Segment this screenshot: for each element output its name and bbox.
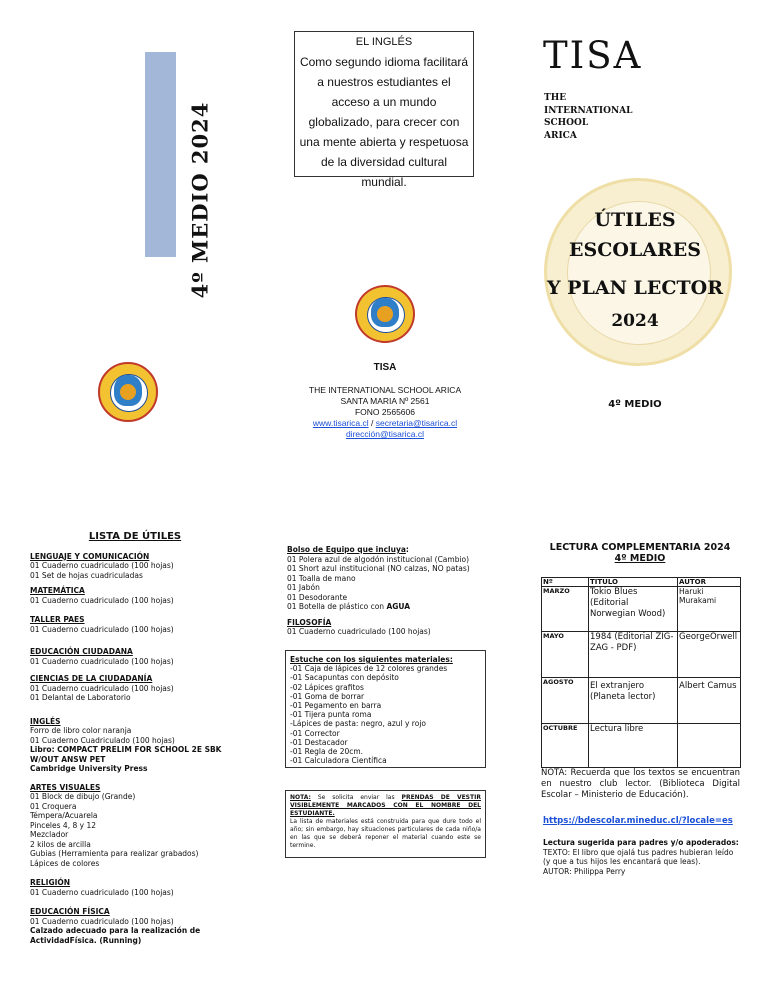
cover-color-band [145, 52, 176, 257]
list-item: 01 Desodorante [287, 592, 348, 602]
grade-label: 4º MEDIO [608, 399, 662, 410]
list-item: -02 Lápices grafitos [290, 682, 364, 692]
links-line: www.tisarica.cl / secretaria@tisarica.cl [312, 418, 458, 428]
website-link[interactable]: www.tisarica.cl [312, 418, 369, 428]
list-item: -01 Caja de lápices de 12 colores grandes [290, 664, 448, 674]
ingles-text: Como segundo idioma facilitará a nuestros estudiantes el acceso a un mundo globalizado, para crecer con una mente abierta y respetuosa de la diversidad cultural mundial. [299, 55, 469, 189]
religion-heading: RELIGIÓN [30, 878, 71, 887]
list-item: -01 Regla de 20cm. [290, 747, 364, 757]
list-item: -01 Corrector [290, 728, 340, 738]
list-item: 01 Toalla de mano [287, 573, 356, 583]
lista-utiles-column [30, 532, 240, 945]
list-item: 01 Croquera [30, 801, 77, 811]
phone-line: FONO 2565606 [354, 407, 415, 417]
bolso-section: Bolso de Equipo que incluya: 01 Polera azul de algodón institucional (Cambio) 01 Short azul institucional (NO calzas, NO patas) 01 Toalla de mano 01 Jabón 01 Desodorante 01 Botella de plástico con AGUA FILOSOFÍA 01 Cuaderno cuadriculado (100 hojas) [287, 545, 487, 637]
lectura-table [541, 577, 741, 768]
list-item: -01 Tijera punta roma [290, 710, 372, 720]
list-item: 01 Short azul institucional (NO calzas, NO patas) [287, 564, 470, 573]
list-item: 01 Botella de plástico con AGUA [287, 602, 411, 611]
center-tisa-label: TISA [373, 362, 397, 373]
list-item: 01 Set de hojas cuadriculadas [30, 570, 143, 580]
school-crest-logo-center [355, 285, 415, 343]
lectura-title: LECTURA COMPLEMENTARIA 2024 [549, 542, 731, 553]
list-item: -01 Destacador [290, 737, 348, 747]
ingles-heading: INGLÉS [30, 716, 61, 726]
table-row: AGOSTO El extranjero (Planeta lector) Albert Camus [542, 678, 741, 724]
list-item: 01 Cuaderno cuadriculado (100 hojas) [30, 656, 174, 666]
list-item: 01 Cuaderno cuadriculado (100 hojas) [30, 683, 174, 693]
tisa-title: TISA [543, 34, 643, 77]
list-item: Mezclador [30, 830, 69, 839]
list-item: Témpera/Acuarela [30, 811, 98, 820]
ingles-title: EL INGLÉS [355, 36, 413, 48]
list-item: 01 Cuaderno Cuadriculado (100 hojas) [30, 735, 175, 745]
filosofia-heading: FILOSOFÍA [287, 617, 332, 627]
tisa-subtitle: THE INTERNATIONAL SCHOOL ARICA [544, 93, 633, 141]
list-item: Forro de libro color naranja [30, 726, 132, 735]
bolso-heading: Bolso de Equipo que incluya [287, 545, 406, 554]
lectura-nota: NOTA: Recuerda que los textos se encuentran en nuestro club lector. (Biblioteca Digital Escolar – Ministerio de Educación). [541, 768, 740, 800]
list-item: 01 Cuaderno cuadriculado (100 hojas) [30, 561, 174, 570]
list-item: 01 Cuaderno cuadriculado (100 hojas) [30, 887, 174, 897]
school-name-line: THE INTERNATIONAL SCHOOL ARICA [308, 385, 462, 395]
list-item: 01 Polera azul de algodón institucional (Cambio) [287, 554, 470, 564]
list-item: 01 Jabón [287, 583, 320, 592]
lectura-section [540, 542, 740, 564]
list-item: 2 kilos de arcilla [30, 839, 91, 849]
table-header-row: Nº TITULO AUTOR [542, 578, 741, 587]
lectura-subtitle: 4º MEDIO [614, 553, 666, 564]
list-item: 01 Delantal de Laboratorio [30, 693, 131, 702]
school-contact-info [295, 362, 475, 440]
table-row: MARZO Tokio Blues (Editorial Norwegian Wood) Haruki Murakami [542, 587, 741, 632]
ciencias-heading: CIENCIAS DE LA CIUDADANÍA [30, 674, 153, 683]
lista-title: LISTA DE ÚTILES [88, 531, 182, 542]
lenguaje-heading: LENGUAJE Y COMUNICACIÓN [30, 551, 150, 561]
estuche-heading: Estuche con los siguientes materiales: [290, 655, 453, 664]
artes-heading: ARTES VISUALES [30, 782, 101, 792]
list-item: Libro: COMPACT PRELIM FOR SCHOOL 2E SBK W/OUT ANSW PET [30, 745, 222, 764]
address-line: SANTA MARIA Nº 2561 [340, 396, 430, 406]
bdescolar-link[interactable]: https://bdescolar.mineduc.cl/?locale=es [543, 816, 733, 826]
list-item: Cambridge University Press [30, 764, 148, 773]
secretaria-email-link[interactable]: secretaria@tisarica.cl [375, 418, 458, 428]
nota-box: NOTA: Se solicita enviar las PRENDAS DE VESTIR VISIBLEMENTE MARCADOS CON EL NOMBRE DEL ESTUDIANTE. La lista de materiales está construida para que dure todo el año; sin embargo, hay situaciones particulares de cada niño/a en las que se deberá reponer el material cuando este se termine. [285, 790, 486, 858]
vertical-title: 4º MEDIO 2024 [187, 101, 213, 299]
educacion-fisica-heading: EDUCACIÓN FÍSICA [30, 907, 110, 916]
ingles-info-box [294, 31, 474, 189]
list-item: 01 Cuaderno cuadriculado (100 hojas) [287, 627, 431, 636]
school-crest-logo [98, 362, 158, 422]
list-item: Lápices de colores [30, 858, 100, 868]
list-item: -01 Pegamento en barra [290, 701, 382, 711]
list-item: 01 Cuaderno cuadriculado (100 hojas) [30, 624, 174, 634]
table-row: OCTUBRE Lectura libre [542, 724, 741, 768]
table-row: MAYO 1984 (Editorial ZIG-ZAG - PDF) GeorgeOrwell [542, 632, 741, 678]
utiles-title: ÚTILES ESCOLARES Y PLAN LECTOR 2024 [547, 209, 723, 331]
list-item: Calzado adecuado para la realización de ActividadFísica. (Running) [30, 926, 201, 945]
list-item: 01 Cuaderno cuadriculado (100 hojas) [30, 916, 174, 926]
paes-heading: TALLER PAES [30, 615, 85, 624]
direccion-email-link[interactable]: dirección@tisarica.cl [345, 429, 425, 439]
nota-paragraph: La lista de materiales está construida para que dure todo el año; sin embargo, hay situaciones particulares de cada niño/a en las que se deberá reponer el material cuando este se termine. [290, 818, 481, 849]
list-item: -01 Goma de borrar [290, 691, 365, 701]
matematica-heading: MATEMÁTICA [30, 586, 85, 595]
list-item: Gubias (Herramienta para realizar grabados) [30, 849, 199, 858]
ciudadana-heading: EDUCACIÓN CIUDADANA [30, 647, 133, 656]
list-item: 01 Block de dibujo (Grande) [30, 792, 136, 801]
list-item: -Lápices de pasta: negro, azul y rojo [290, 719, 426, 729]
list-item: Pinceles 4, 8 y 12 [30, 820, 96, 830]
list-item: -01 Sacapuntas con depósito [290, 673, 399, 683]
list-item: 01 Cuaderno cuadriculado (100 hojas) [30, 595, 174, 605]
list-item: -01 Calculadora Científica [290, 756, 387, 766]
estuche-box [285, 650, 486, 768]
lectura-sugerida: Lectura sugerida para padres y/o apoderados: TEXTO: El libro que ojalá tus padres hubieran leído (y que a tus hijos les encantará que leas). AUTOR: Philippa Perry [543, 838, 739, 876]
